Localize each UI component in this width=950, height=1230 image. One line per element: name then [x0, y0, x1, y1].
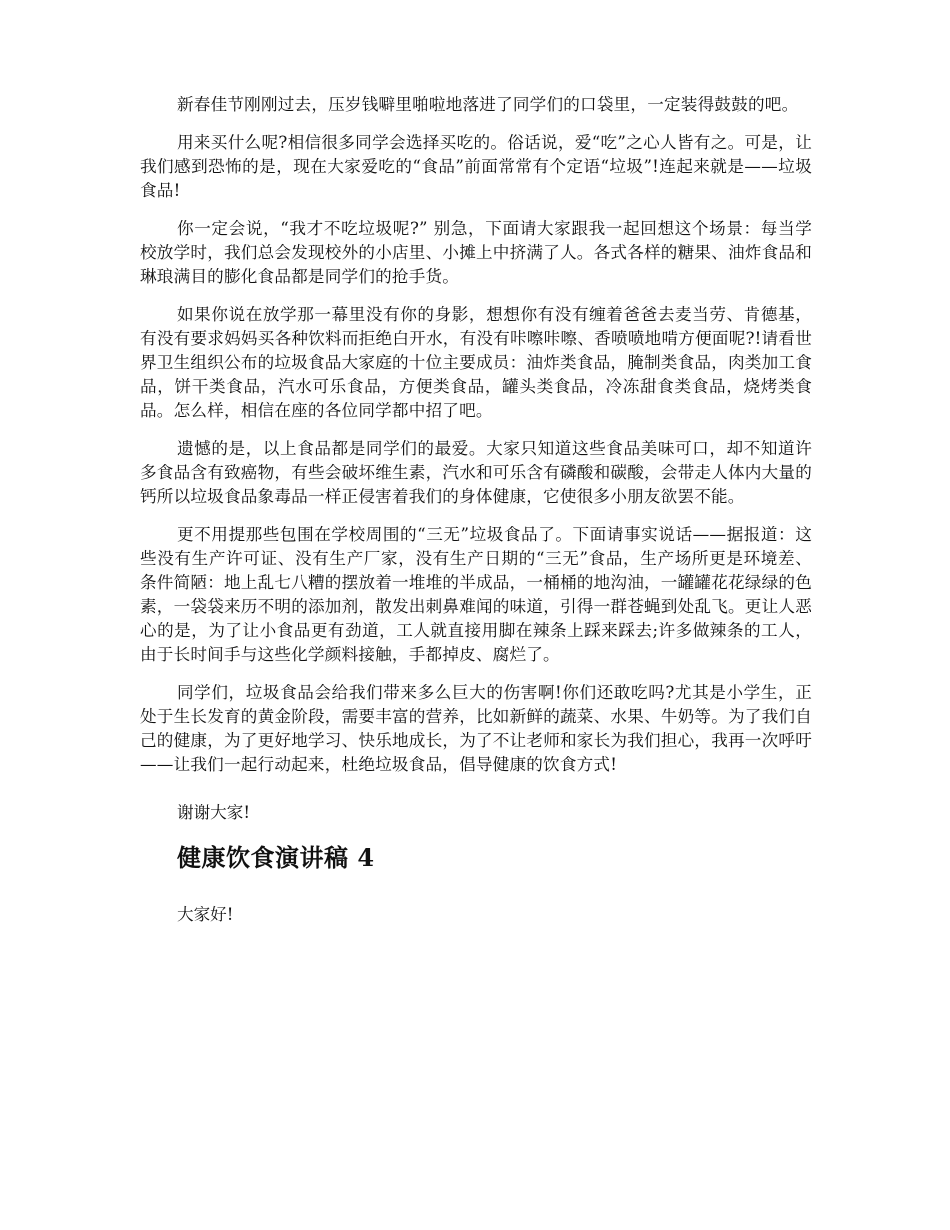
paragraph-4: 如果你说在放学那一幕里没有你的身影，想想你有没有缠着爸爸去麦当劳、肯德基，有没有要求妈妈买各种饮料而拒绝白开水，有没有咔嚓咔嚓、香喷喷地啃方便面呢?!请看世界卫生组织公布的垃圾食品大家庭的十位主要成员：油炸类食品，腌制类食品，肉类加工食品，饼干类食品，汽水可乐食品，方便类食品，罐头类食品，冷冻甜食类食品，烧烤类食品。怎么样，相信在座的各位同学都中招了吧。 [140, 305, 812, 420]
section-heading: 健康饮食演讲稿 4 [177, 843, 375, 872]
paragraph-3: 你一定会说，“我才不吃垃圾呢?” 别急，下面请大家跟我一起回想这个场景：每当学校放学时，我们总会发现校外的小店里、小摊上中挤满了人。各式各样的糖果、油炸食品和琳琅满目的膨化食品都是同学们的抢手货。 [140, 219, 812, 286]
paragraph-6: 更不用提那些包围在学校周围的“三无”垃圾食品了。下面请事实说话——据报道：这些没有生产许可证、没有生产厂家，没有生产日期的“三无”食品，生产场所更是环境差、条件简陋：地上乱七八糟的摆放着一堆堆的半成品，一桶桶的地沟油，一罐罐花花绿绿的色素，一袋袋来历不明的添加剂，散发出刺鼻难闻的味道，引得一群苍蝇到处乱飞。更让人恶心的是，为了让小食品更有劲道，工人就直接用脚在辣条上踩来踩去;许多做辣条的工人，由于长时间手与这些化学颜料接触，手都掉皮、腐烂了。 [140, 525, 812, 664]
paragraph-2: 用来买什么呢?相信很多同学会选择买吃的。俗话说，爱“吃”之心人皆有之。可是，让我们感到恐怖的是，现在大家爱吃的“食品”前面常常有个定语“垃圾”!连起来就是——垃圾食品! [140, 133, 812, 200]
closing-thanks: 谢谢大家! [177, 803, 251, 822]
greeting: 大家好! [177, 905, 234, 924]
paragraph-5: 遗憾的是，以上食品都是同学们的最爱。大家只知道这些食品美味可口，却不知道许多食品含有致癌物，有些会破坏维生素，汽水和可乐含有磷酸和碳酸，会带走人体内大量的钙所以垃圾食品象毒品一样正侵害着我们的身体健康，它使很多小朋友欲罢不能。 [140, 439, 812, 506]
paragraph-1: 新春佳节刚刚过去，压岁钱噼里啪啦地落进了同学们的口袋里，一定装得鼓鼓的吧。 [177, 95, 799, 114]
paragraph-7: 同学们，垃圾食品会给我们带来多么巨大的伤害啊!你们还敢吃吗?尤其是小学生，正处于生长发育的黄金阶段，需要丰富的营养，比如新鲜的蔬菜、水果、牛奶等。为了我们自己的健康，为了更好地学习、快乐地成长，为了不让老师和家长为我们担心，我再一次呼吁——让我们一起行动起来，杜绝垃圾食品，倡导健康的饮食方式! [140, 683, 812, 774]
document-page [140, 93, 812, 927]
